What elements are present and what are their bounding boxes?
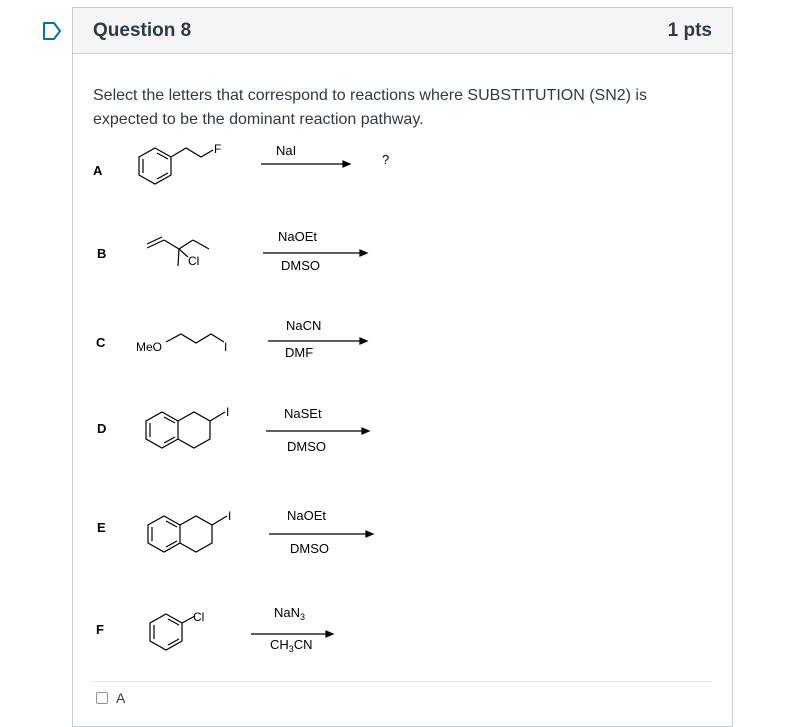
answer-option-a[interactable] (96, 690, 125, 706)
reaction-f-solvent-post: CN (293, 637, 313, 652)
reaction-a-reagent: NaI (276, 143, 297, 158)
reaction-b-chlorine: Cl (188, 254, 200, 268)
question-header (73, 8, 732, 54)
reaction-c-letter: C (96, 335, 106, 350)
reaction-e-letter: E (97, 520, 106, 535)
reaction-b-letter: B (97, 246, 107, 261)
reaction-f-reagent-sub: 3 (300, 612, 306, 622)
reaction-c-iodine: I (224, 340, 228, 354)
reaction-e-reagent: NaOEt (287, 508, 327, 523)
reaction-d-reagent: NaSEt (284, 406, 322, 421)
reaction-e-solvent: DMSO (290, 541, 329, 556)
question-points: 1 pts (667, 20, 712, 41)
reaction-a-letter: A (93, 163, 103, 178)
question-card (72, 7, 733, 727)
answers-divider (92, 681, 712, 682)
question-prompt: Select the letters that correspond to reactions where SUBSTITUTION (SN2) is expected to be the dominant reaction pathway. (93, 87, 647, 128)
reaction-d-iodine: I (226, 405, 230, 419)
reaction-a-fluorine: F (214, 142, 222, 156)
reaction-e-iodine: I (228, 509, 232, 523)
answer-label: A (116, 690, 126, 706)
reaction-d-solvent: DMSO (287, 439, 326, 454)
reaction-d-letter: D (97, 421, 107, 436)
answer-checkbox[interactable] (96, 692, 108, 704)
reaction-b-solvent: DMSO (281, 258, 320, 273)
reaction-f-chlorine: Cl (193, 610, 205, 624)
flag-question-icon[interactable] (41, 20, 63, 42)
question-title: Question 8 (93, 20, 192, 41)
reaction-c-solvent: DMF (285, 345, 314, 360)
reaction-c-reagent: NaCN (286, 318, 322, 333)
reaction-a-product: ? (382, 152, 390, 167)
reaction-b-reagent: NaOEt (278, 229, 318, 244)
reaction-f-reagent-main: NaN (274, 605, 301, 620)
reaction-c-methoxy: MeO (136, 340, 163, 354)
reaction-f-solvent-sub: 3 (288, 644, 294, 654)
reaction-f-solvent-pre: CH (270, 637, 289, 652)
reaction-f-letter: F (96, 622, 104, 637)
